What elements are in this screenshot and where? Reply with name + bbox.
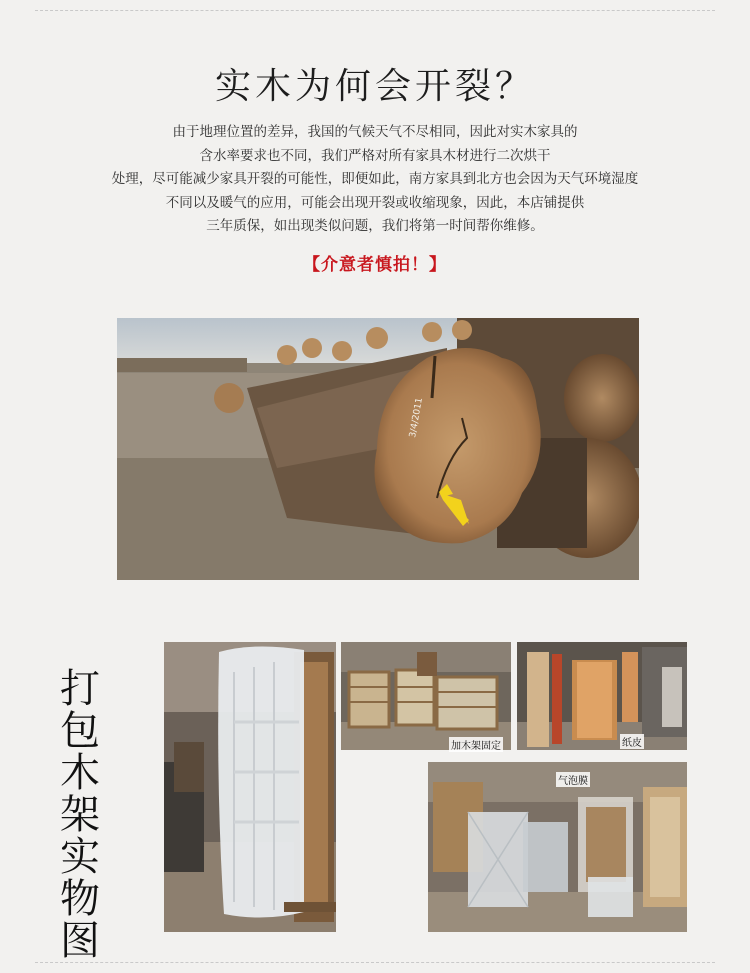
description-line: 含水率要求也不同，我们严格对所有家具木材进行二次烘干 [199, 147, 551, 164]
title-char: 打 [60, 666, 100, 712]
packing-section-title [58, 668, 102, 962]
wrapped-shelf-photo [164, 642, 336, 932]
log-marking-text: 3/4/2011 [408, 396, 425, 439]
notice-warning: 【介意者慎拍！】 [303, 255, 447, 275]
top-divider [35, 10, 715, 11]
paper-caption: 纸皮 [620, 734, 644, 749]
wood-frame-caption: 加木架固定 [449, 737, 503, 752]
description-line: 不同以及暖气的应用，可能会出现开裂或收缩现象，因此，本店铺提供 [165, 194, 585, 211]
description-line: 由于地理位置的差异，我国的气候天气不尽相同，因此对实木家具的 [172, 124, 578, 140]
title-char: 物 [60, 876, 100, 922]
bubble-wrap-caption: 气泡膜 [556, 772, 590, 787]
bubble-wrap-photo [428, 762, 687, 932]
title-char: 实 [60, 834, 100, 880]
paper-wrapped-photo [517, 642, 687, 750]
cracked-log-photo [117, 318, 639, 580]
title-char: 木 [60, 750, 100, 796]
description-line: 三年质保，如出现类似问题，我们将第一时间帮你维修。 [206, 218, 544, 234]
title-char: 包 [60, 708, 100, 754]
title-char: 图 [60, 918, 100, 964]
description-line: 处理，尽可能减少家具开裂的可能性，即便如此，南方家具到北方也会因为天气环境湿度 [111, 171, 639, 187]
wood-frame-crates-photo [341, 642, 511, 750]
description-paragraph [0, 121, 750, 239]
page-title: 实木为何会开裂？ [214, 66, 535, 107]
bottom-divider [35, 962, 715, 963]
title-char: 架 [60, 792, 100, 838]
